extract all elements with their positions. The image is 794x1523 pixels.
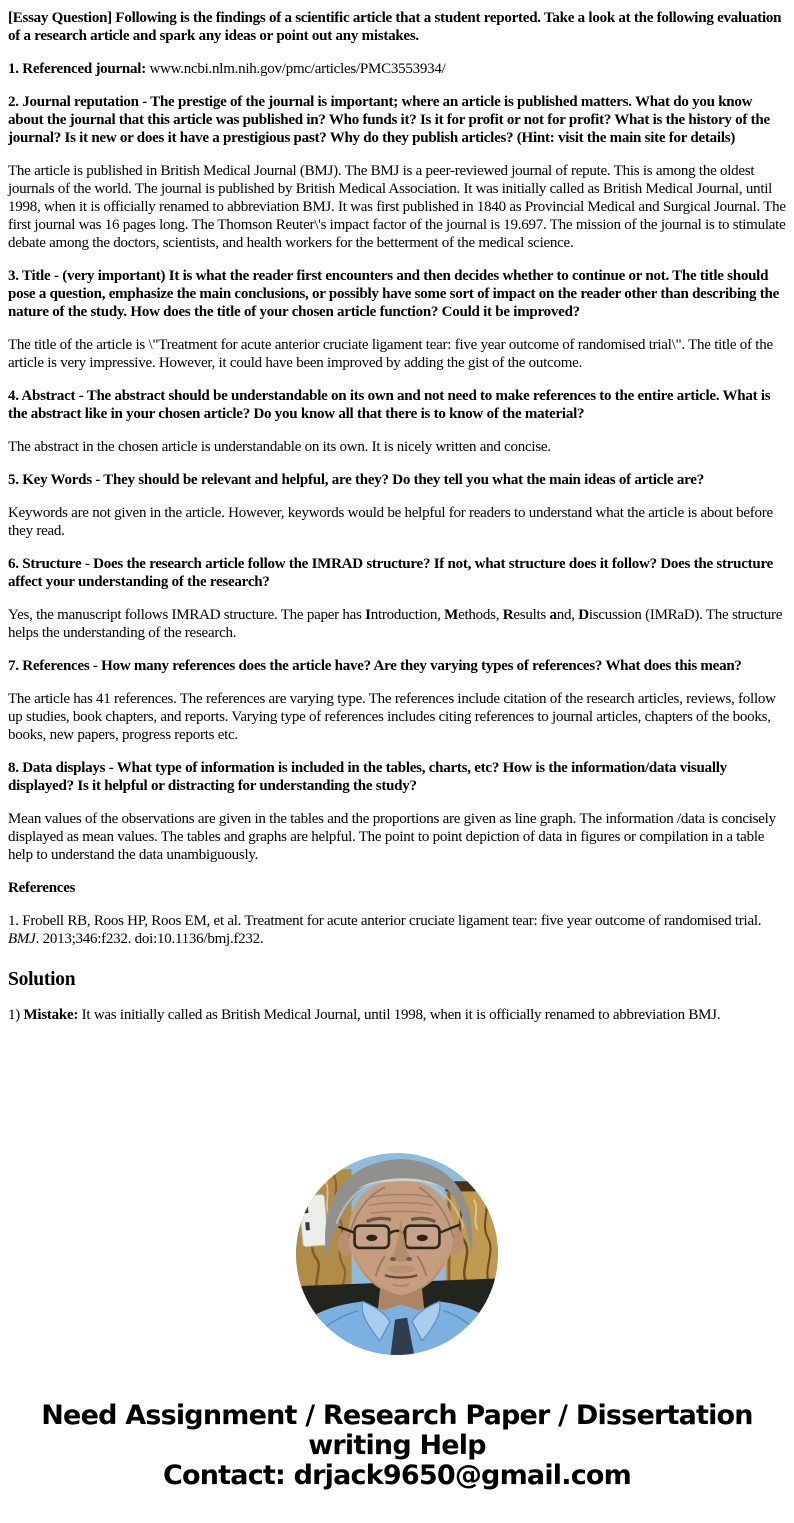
question-6: 6. Structure - Does the research article follow the IMRAD structure? If not, what structure does it follow? Does the structure affect your understanding of the research? (8, 556, 774, 590)
answer-7: The article has 41 references. The references are varying type. The references include citation of the research articles, reviews, follow up studies, book chapters, and reports. Varying type of references includes citing references to journal articles, chapters of the books, books, new papers, progress reports etc. (8, 691, 776, 743)
reference-item: 1. Frobell RB, Roos HP, Roos EM, et al. Treatment for acute anterior cruciate ligament tear: five year outcome of randomised trial. BMJ. 2013;346:f232. doi:10.1136/bmj.f232. (8, 913, 762, 947)
solution-item: 1) Mistake: It was initially called as British Medical Journal, until 1998, when it is officially renamed to abbreviation BMJ. (8, 1007, 721, 1023)
footer-help-text: Need Assignment / Research Paper / Dissertation writing Help (41, 1400, 753, 1461)
question-2: 2. Journal reputation - The prestige of the journal is important; where an article is published matters. What do you know about the journal that this article was published in? Who funds it? Is it for profit or not for profit? What is the history of the journal? Is it new or does it have a prestigious past? Why do they publish articles? (Hint: visit the main site for details) (8, 94, 770, 146)
photo-left-eye (366, 1235, 377, 1241)
photo-switch-plate (299, 1194, 329, 1247)
portrait-photo (0, 1153, 794, 1355)
question-8: 8. Data displays - What type of information is included in the tables, charts, etc? How is the information/data visually displayed? Is it helpful or distracting for understanding the study? (8, 760, 727, 794)
photo-right-eye (417, 1235, 428, 1241)
references-heading: References (8, 880, 76, 896)
question-5: 5. Key Words - They should be relevant and helpful, are they? Do they tell you what the main ideas of article are? (8, 472, 704, 488)
referenced-journal-line: 1. Referenced journal: www.ncbi.nlm.nih.gov/pmc/articles/PMC3553934/ (8, 61, 446, 77)
essay-question-intro: [Essay Question] Following is the findings of a scientific article that a student reported. Take a look at the following evaluation of a research article and spark any ideas or point out any mistakes. (8, 10, 782, 44)
footer-banner (0, 1401, 794, 1491)
portrait-photo-image (296, 1153, 498, 1355)
answer-8: Mean values of the observations are given in the tables and the proportions are given as line graph. The information /data is concisely displayed as mean values. The tables and graphs are helpful. The point to point depiction of data in figures or compilation in a table help to understand the data unambiguously. (8, 811, 776, 863)
answer-6: Yes, the manuscript follows IMRAD structure. The paper has Introduction, Methods, Results and, Discussion (IMRaD). The structure helps the understanding of the research. (8, 607, 783, 641)
solution-heading: Solution (8, 969, 76, 990)
question-7: 7. References - How many references does the article have? Are they varying types of references? What does this mean? (8, 658, 742, 674)
answer-3: The title of the article is \"Treatment for acute anterior cruciate ligament tear: five year outcome of randomised trial\". The title of the article is very impressive. However, it could have been improved by adding the gist of the outcome. (8, 337, 773, 371)
question-4: 4. Abstract - The abstract should be understandable on its own and not need to make references to the entire article. What is the abstract like in your chosen article? Do you know all that there is to know of the material? (8, 388, 771, 422)
answer-5: Keywords are not given in the article. However, keywords would be helpful for readers to understand what the article is about before they read. (8, 505, 773, 539)
answer-2: The article is published in British Medical Journal (BMJ). The BMJ is a peer-reviewed journal of repute. This is among the oldest journals of the world. The journal is published by British Medical Association. It was initially called as British Medical Journal, until 1998, when it is officially renamed to abbreviation BMJ. It was first published in 1840 as Provincial Medical and Surgical Journal. The first journal was 16 pages long. The Thomson Reuter\'s impact factor of the journal is 19.697. The mission of the journal is to stimulate debate among the doctors, scientists, and health workers for the betterment of the medical science. (8, 163, 786, 251)
question-3: 3. Title - (very important) It is what the reader first encounters and then decides whether to continue or not. The title should pose a question, emphasize the main conclusions, or possibly have some sort of impact on the reader other than describing the nature of the study. How does the title of your chosen article function? Could it be improved? (8, 268, 779, 320)
footer-contact: Contact: drjack9650@gmail.com (163, 1460, 631, 1491)
answer-4: The abstract in the chosen article is understandable on its own. It is nicely written and concise. (8, 439, 551, 455)
